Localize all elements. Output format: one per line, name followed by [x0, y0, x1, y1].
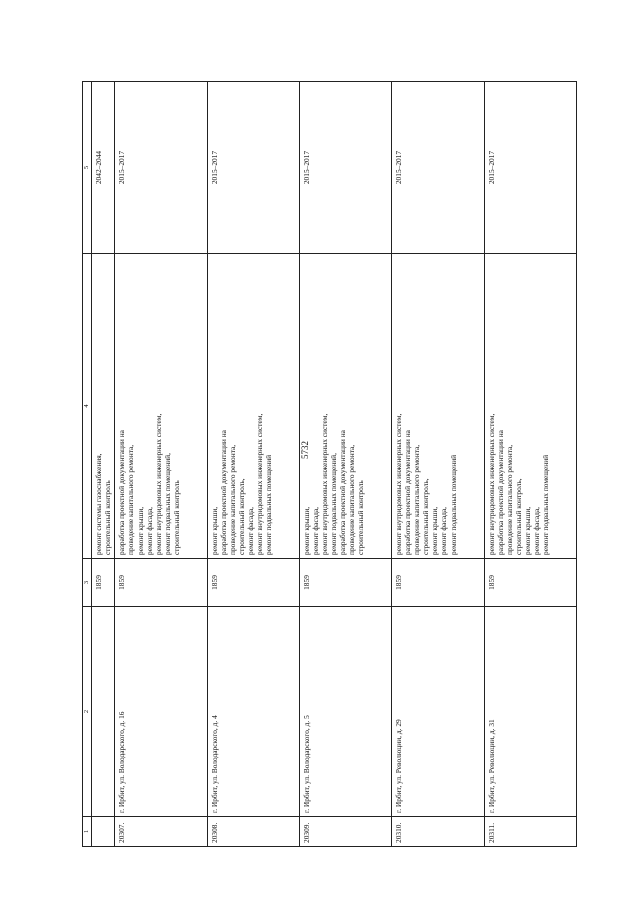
year-cell: 1859 — [92, 559, 115, 607]
work-item: проведение капитального ремонта, — [504, 444, 514, 555]
period-cell: 2015–2017 — [484, 82, 576, 254]
work-item: строительный контроль, — [421, 478, 431, 555]
table-row — [115, 82, 207, 847]
work-item: ремонт фасада, — [245, 507, 255, 555]
period-cell: 2015–2017 — [392, 82, 484, 254]
table-row — [392, 82, 484, 847]
work-item: ремонт фасада, — [531, 507, 541, 555]
work-item: строительный контроль — [171, 480, 181, 555]
work-item: строительный контроль, — [236, 478, 246, 555]
work-item: разработка проектной документации на — [338, 430, 348, 555]
year-cell: 1859 — [392, 559, 484, 607]
table-row — [300, 82, 392, 847]
index-cell: 20308. — [207, 817, 299, 847]
rotated-table-container — [82, 82, 577, 847]
table-row — [207, 82, 299, 847]
address-cell: г. Ирбит, ул. Революции, д. 31 — [484, 607, 576, 817]
work-item: ремонт подвальных помещений — [448, 454, 458, 555]
period-cell: 2015–2017 — [115, 82, 207, 254]
work-item: проведение капитального ремонта, — [347, 444, 357, 555]
work-item: разработка проектной документации на — [495, 430, 505, 555]
works-cell — [115, 254, 207, 559]
column-number: 2 — [83, 607, 92, 817]
address-cell: г. Ирбит, ул. Володарского, д. 4 — [207, 607, 299, 817]
work-item: строительный контроль, — [513, 478, 523, 555]
address-cell: г. Ирбит, ул. Революции, д. 29 — [392, 607, 484, 817]
work-item: проведение капитального ремонта, — [126, 444, 136, 555]
work-item: ремонт крыши, — [430, 506, 440, 555]
index-cell — [92, 817, 115, 847]
year-cell: 1859 — [300, 559, 392, 607]
work-item: строительный контроль — [103, 480, 113, 555]
address-cell — [92, 607, 115, 817]
work-item: ремонт крыши, — [302, 506, 312, 555]
work-item: ремонт фасада, — [311, 507, 321, 555]
work-item: разработка проектной документации на — [218, 430, 228, 555]
work-item: разработка проектной документации на — [117, 430, 127, 555]
column-number-row — [83, 82, 92, 847]
column-number: 3 — [83, 559, 92, 607]
work-item: ремонт внутридомовых инженерных систем, — [394, 413, 404, 555]
index-cell: 20310. — [392, 817, 484, 847]
work-item: ремонт крыши, — [209, 506, 219, 555]
work-item: ремонт крыши, — [522, 506, 532, 555]
work-item: ремонт подвальных помещений, — [329, 453, 339, 555]
work-item: ремонт внутридомовых инженерных систем, — [320, 413, 330, 555]
work-item: ремонт внутридомовых инженерных систем, — [254, 413, 264, 555]
work-item: ремонт фасада, — [144, 507, 154, 555]
work-item: ремонт фасада, — [439, 507, 449, 555]
year-cell: 1859 — [115, 559, 207, 607]
repair-schedule-table — [82, 81, 577, 847]
work-item: разработка проектной документации на — [403, 430, 413, 555]
continuation-row — [92, 82, 115, 847]
work-item: ремонт системы газоснабжения, — [94, 453, 104, 555]
work-item: строительный контроль — [356, 480, 366, 555]
work-item: проведение капитального ремонта, — [412, 444, 422, 555]
index-cell: 20309. — [300, 817, 392, 847]
period-cell: 2042–2044 — [92, 82, 115, 254]
work-item: ремонт крыши, — [135, 506, 145, 555]
index-cell: 20307. — [115, 817, 207, 847]
address-cell: г. Ирбит, ул. Володарского, д. 5 — [300, 607, 392, 817]
works-cell — [392, 254, 484, 559]
table-row — [484, 82, 576, 847]
work-item: проведение капитального ремонта, — [227, 444, 237, 555]
year-cell: 1859 — [207, 559, 299, 607]
work-item: ремонт внутридомовых инженерных систем, — [486, 413, 496, 555]
works-cell — [484, 254, 576, 559]
work-item: ремонт подвальных помещений — [540, 454, 550, 555]
period-cell: 2015–2017 — [300, 82, 392, 254]
works-cell — [300, 254, 392, 559]
column-number: 5 — [83, 82, 92, 254]
works-cell — [92, 254, 115, 559]
period-cell: 2015–2017 — [207, 82, 299, 254]
work-item: ремонт подвальных помещений — [263, 454, 273, 555]
year-cell: 1859 — [484, 559, 576, 607]
address-cell: г. Ирбит, ул. Володарского, д. 16 — [115, 607, 207, 817]
index-cell: 20311. — [484, 817, 576, 847]
work-item: ремонт подвальных помещений, — [162, 453, 172, 555]
work-item: ремонт внутридомовых инженерных систем, — [153, 413, 163, 555]
column-number: 4 — [83, 254, 92, 559]
works-cell — [207, 254, 299, 559]
page-number: 5732 — [300, 441, 310, 459]
column-number: 1 — [83, 817, 92, 847]
